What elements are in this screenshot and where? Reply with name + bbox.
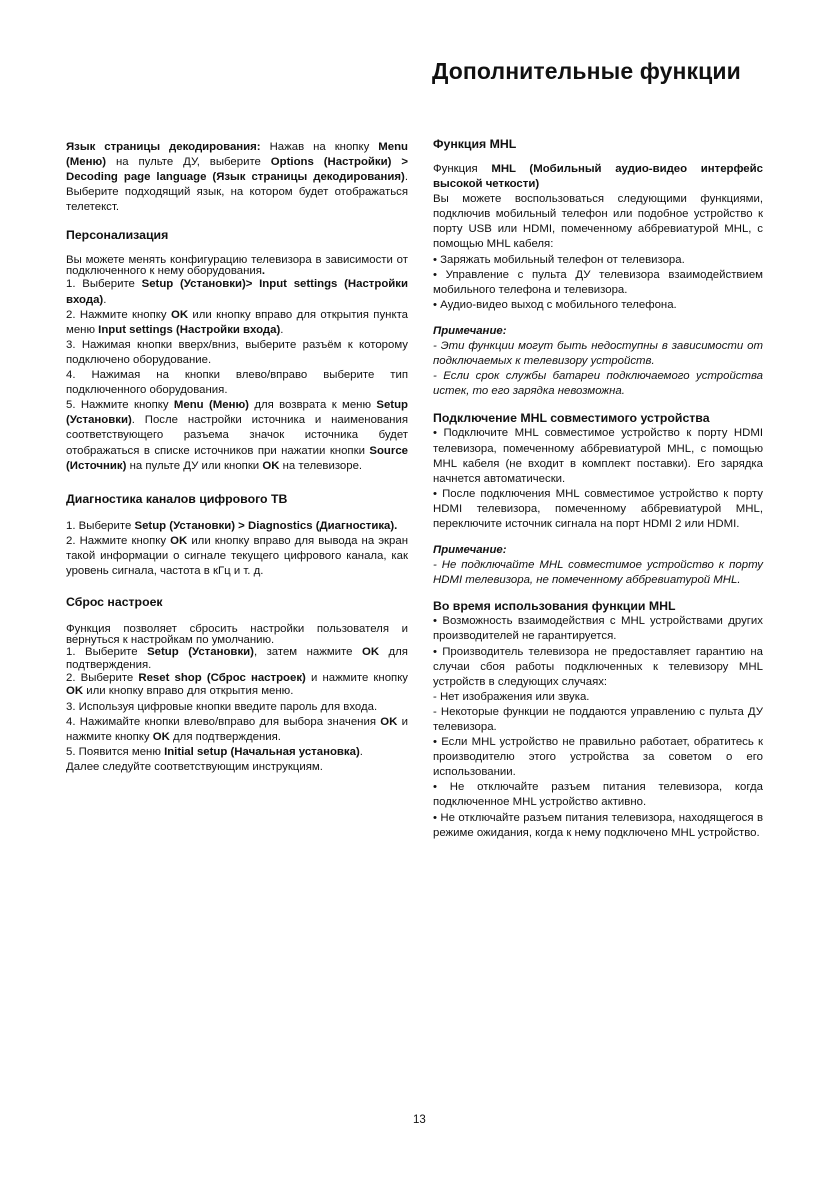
- mhl-usage-bullet-4: • Не отключайте разъем питания телевизора, когда подключенное MHL устройство активно.: [433, 781, 763, 809]
- mhl-usage-dash-1: - Нет изображения или звука.: [433, 690, 590, 703]
- personalization-heading: Персонализация: [66, 228, 169, 243]
- note-2-line-1: - Не подключайте MHL совместимое устройство к порту HDMI телевизора, не помеченному аббревиатурой MHL.: [433, 559, 763, 587]
- diagnostics-step-2: 2. Нажмите кнопку OK или кнопку вправо для вывода на экран такой информации о сигнале текущего цифрового канала, как уровень сигнала, частота в кГц и т. д.: [66, 534, 408, 577]
- mhl-usage-dash-2: - Некоторые функции не поддаются управлению с пульта ДУ телевизора.: [433, 705, 763, 733]
- mhl-connect-bullet-2: • После подключения MHL совместимое устройство к порту HDMI телевизора, помеченному аббревиатурой MHL, переключите источник сигнала на порт HDMI 2 или HDMI.: [433, 487, 763, 530]
- personalization-step-2: 2. Нажмите кнопку OK или кнопку вправо для открытия пункта меню Input settings (Настройки входа).: [66, 308, 408, 336]
- mhl-bullet-3: • Аудио-видео выход с мобильного телефона.: [433, 298, 677, 311]
- personalization-step-1: 1. Выберите Setup (Установки)> Input settings (Настройки входа).: [66, 278, 409, 306]
- reset-step-1: 1. Выберите Setup (Установки), затем нажмите OK для подтверждения.: [66, 646, 408, 672]
- personalization-step-3: 3. Нажимая кнопки вверх/вниз, выберите разъём к которому подключено оборудование.: [66, 338, 408, 366]
- reset-step-5: 5. Появится меню Initial setup (Начальная установка).: [66, 746, 363, 759]
- reset-heading: Сброс настроек: [66, 595, 163, 610]
- note-1-line-1: - Эти функции могут быть недоступны в зависимости от подключаемых к телевизору устройств.: [433, 340, 763, 368]
- diagnostics-step-1: 1. Выберите Setup (Установки) > Diagnostics (Диагностика).: [66, 519, 398, 532]
- left-column: [66, 140, 408, 776]
- page-number: 13: [413, 1114, 426, 1126]
- mhl-bullet-1: • Заряжать мобильный телефон от телевизора.: [433, 253, 685, 266]
- mhl-usage-bullet-5: • Не отключайте разъем питания телевизора, находящегося в режиме ожидания, когда к нему подключено MHL устройство.: [433, 811, 763, 839]
- mhl-heading: Функция MHL: [433, 137, 517, 151]
- reset-intro: Функция позволяет сбросить настройки пользователя и вернуться к настройкам по умолчанию.: [66, 623, 408, 647]
- mhl-connect-heading: Подключение MHL совместимого устройства: [433, 411, 710, 426]
- mhl-connect-bullet-1: • Подключите MHL совместимое устройство к порту HDMI телевизора, помеченному аббревиатурой MHL, с помощью MHL кабеля (не входит в комплект поставки). Его зарядка начнется автоматически.: [433, 427, 763, 485]
- right-column: [433, 136, 763, 841]
- note-1-label: Примечание:: [433, 324, 507, 337]
- reset-step-2: 2. Выберите Reset shop (Сброс настроек) и нажмите кнопку OK или кнопку вправо для открытия меню.: [66, 672, 409, 698]
- decoding-language-paragraph: Язык страницы декодирования: Нажав на кнопку Menu (Меню) на пульте ДУ, выберите Options (Настройки) > Decoding page language (Язык страницы декодирования). Выберите подходящий язык, на котором будет отображаться телетекст.: [66, 141, 408, 214]
- mhl-intro: Вы можете воспользоваться следующими функциями, подключив мобильный телефон или подобное устройство к порту USB или HDMI, помеченному аббревиатурой MHL, с помощью MHL кабеля:: [433, 193, 763, 251]
- note-2-label: Примечание:: [433, 544, 507, 557]
- personalization-intro: Вы можете менять конфигурацию телевизора в зависимости от подключенного к нему оборудования.: [66, 254, 408, 278]
- note-1-line-2: - Если срок службы батареи подключаемого устройства истек, то его зарядка невозможна.: [433, 370, 763, 398]
- mhl-usage-bullet-3: • Если MHL устройство не правильно работает, обратитесь к производителю этого устройства за советом о его использовании.: [433, 736, 763, 779]
- mhl-usage-bullet-1: • Возможность взаимодействия с MHL устройствами других производителей не гарантируется.: [433, 615, 763, 643]
- mhl-usage-heading: Во время использования функции MHL: [433, 599, 676, 614]
- personalization-step-5: 5. Нажмите кнопку Menu (Меню) для возврата к меню Setup (Установки). После настройки источника и наименования соответствующего разъема значок источника будет отображаться в списке источников при нажатии кнопки Source (Источник) на пульте ДУ или кнопки OK на телевизоре.: [66, 399, 408, 472]
- reset-step-3: 3. Используя цифровые кнопки введите пароль для входа.: [66, 701, 378, 714]
- mhl-usage-bullet-2: • Производитель телевизора не предоставляет гарантию на случаи сбоя работы подключенных к телевизору MHL устройств в следующих случаях:: [433, 645, 763, 688]
- reset-step-4: 4. Нажимайте кнопки влево/вправо для выбора значения OK и нажмите кнопку OK для подтверждения.: [66, 716, 409, 744]
- page-title: Дополнительные функции: [432, 58, 741, 84]
- reset-step-6: Далее следуйте соответствующим инструкциям.: [66, 761, 323, 774]
- diagnostics-heading: Диагностика каналов цифрового ТВ: [66, 491, 288, 506]
- mhl-definition: Функция MHL (Мобильный аудио-видео интерфейс высокой четкости): [433, 163, 763, 191]
- personalization-step-4: 4. Нажимая на кнопки влево/вправо выберите тип подключенного оборудования.: [66, 369, 408, 397]
- mhl-bullet-2: • Управление с пульта ДУ телевизора взаимодействием мобильного телефона и телевизора.: [433, 268, 763, 296]
